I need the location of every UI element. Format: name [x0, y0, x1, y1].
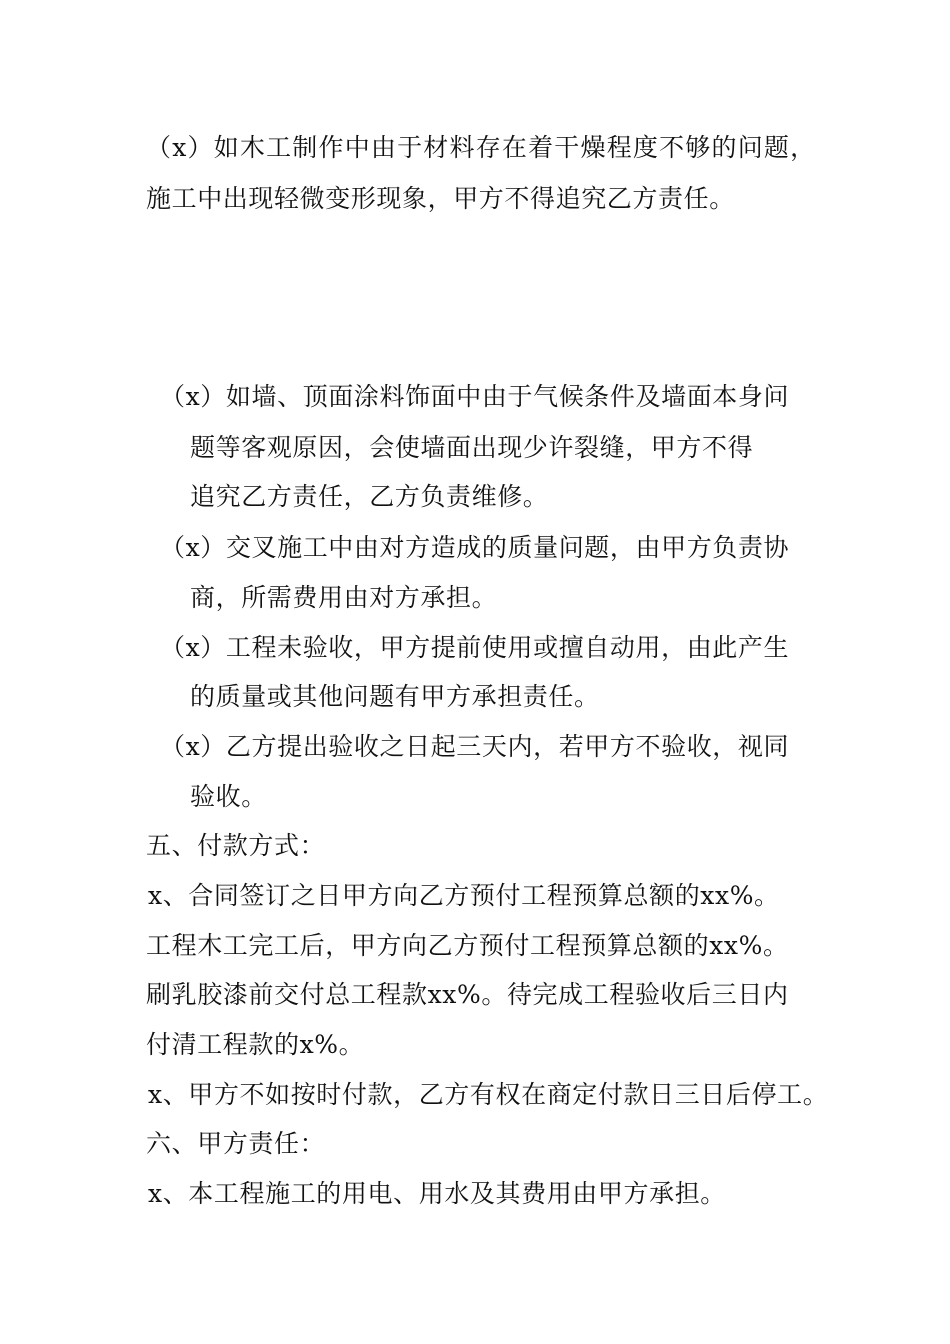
payment-item-1: x、合同签订之日甲方向乙方预付工程预算总额的xx%。	[148, 881, 780, 910]
clause-wood-line-2: 施工中出现轻微变形现象，甲方不得追究乙方责任。	[146, 184, 735, 213]
clause-paint-line-1: （x）如墙、顶面涂料饰面中由于气候条件及墙面本身问	[160, 382, 790, 411]
payment-item-3-line-1: 刷乳胶漆前交付总工程款xx%。待完成工程验收后三日内	[146, 980, 789, 1009]
clause-cross-line-2: 商，所需费用由对方承担。	[190, 583, 498, 612]
clause-paint-line-3: 追究乙方责任，乙方负责维修。	[190, 482, 549, 511]
clause-inspect-line-2: 验收。	[190, 782, 267, 811]
section-heading-party-a: 六、甲方责任：	[146, 1129, 326, 1158]
section-heading-payment: 五、付款方式：	[146, 831, 326, 860]
payment-item-4: x、甲方不如按时付款，乙方有权在商定付款日三日后停工。	[148, 1080, 829, 1109]
clause-inspect-line-1: （x）乙方提出验收之日起三天内，若甲方不验收，视同	[160, 732, 790, 761]
party-a-item-1: x、本工程施工的用电、用水及其费用由甲方承担。	[148, 1179, 726, 1208]
clause-accept-line-1: （x）工程未验收，甲方提前使用或擅自动用，由此产生	[160, 633, 790, 662]
clause-accept-line-2: 的质量或其他问题有甲方承担责任。	[190, 682, 600, 711]
clause-wood-line-1: （x）如木工制作中由于材料存在着干燥程度不够的问题，	[146, 133, 817, 162]
clause-paint-line-2: 题等客观原因，会使墙面出现少许裂缝，甲方不得	[190, 433, 754, 462]
payment-item-2: 工程木工完工后，甲方向乙方预付工程预算总额的xx%。	[146, 931, 789, 960]
clause-cross-line-1: （x）交叉施工中由对方造成的质量问题，由甲方负责协	[160, 533, 790, 562]
payment-item-3-line-2: 付清工程款的x%。	[146, 1030, 365, 1059]
